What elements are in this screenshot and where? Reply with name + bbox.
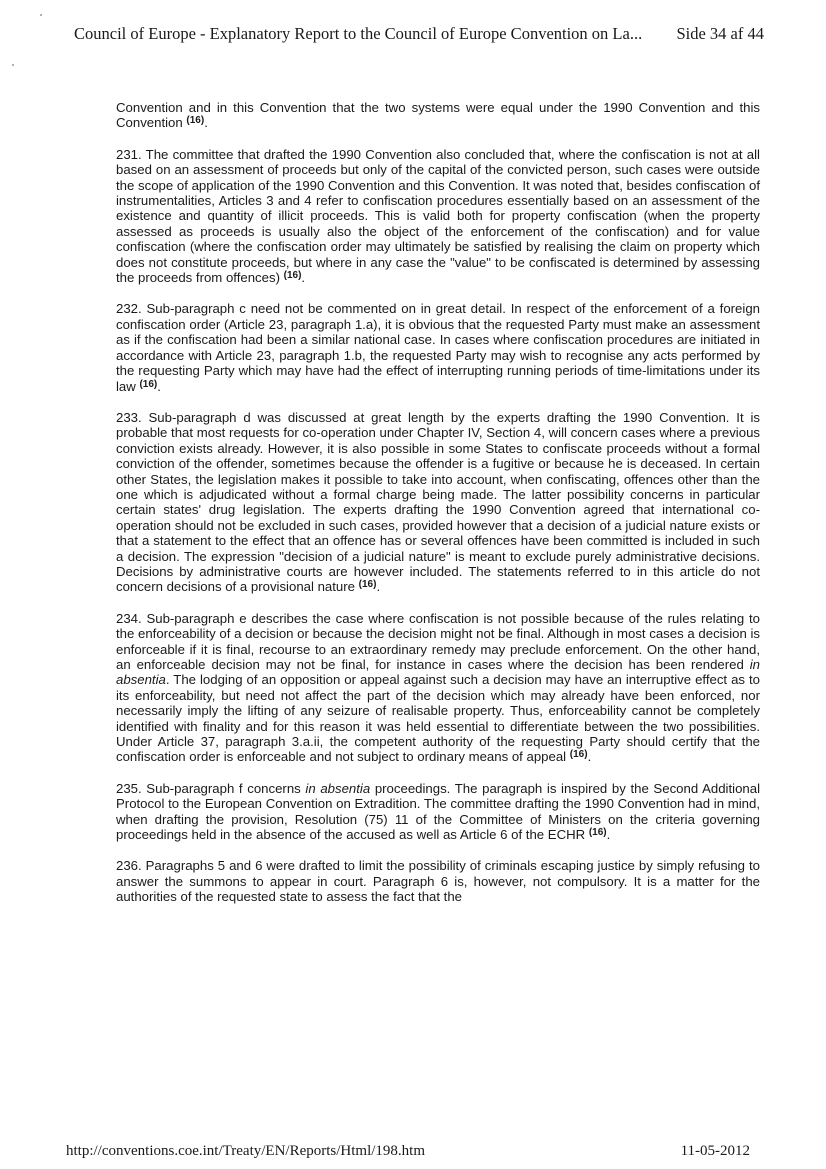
text-run: 233. Sub-paragraph d was discussed at great length by the experts drafting the 1990 Convention. It is probable that most requests for co-operation under Chapter IV, Section 4, will concern cases where a previous conviction exists already. However, it is also possible in some States to confiscate proceeds without a formal conviction of the offender, sometimes because the offender is a fugitive or because he is deceased. In certain other States, the legislation makes it possible to take into account, when confiscating, offences other than the one which is adjudicated without a formal charge being made. The latter possibility concerns in particular certain states' drug legislation. The experts drafting the 1990 Convention agreed that international co-operation should not be excluded in such cases, provided however that a decision of a judicial nature exists or that a statement to the effect that an offence has or several offences have been committed is included in such a decision. The expression "decision of a judicial nature" is meant to exclude purely administrative decisions. Decisions by administrative courts are however included. The statements referred to in this article do not concern decisions of a provisional nature bbox=[116, 409, 760, 595]
paragraph bbox=[116, 781, 760, 843]
text-run: . bbox=[376, 579, 381, 595]
text-run: . bbox=[587, 749, 592, 765]
source-url: http://conventions.coe.int/Treaty/EN/Reports/Html/198.htm bbox=[66, 1143, 426, 1159]
paragraph bbox=[116, 147, 760, 286]
report-body bbox=[116, 100, 760, 905]
footnote-ref: (16) bbox=[186, 115, 205, 127]
italic-text: in absentia bbox=[116, 657, 760, 688]
paragraph bbox=[116, 611, 760, 765]
italic-text: in absentia bbox=[305, 780, 371, 796]
text-run: 236. Paragraphs 5 and 6 were drafted to limit the possibility of criminals escaping justice by simply refusing to answer the summons to appear in court. Paragraph 6 is, however, not compulsory. It is a matter for the authorities of the requested state to assess the fact that the bbox=[116, 858, 760, 905]
text-run: 234. Sub-paragraph e describes the case where confiscation is not possible because of the rules relating to the enforceability of a decision or because the decision might not be final. Although in most cases a decision is enforceable if it is final, recourse to an extraordinary remedy may preclude enforcement. On the other hand, an enforceable decision may not be final, for instance in cases where the decision has been rendered bbox=[116, 610, 760, 672]
page-number: Side 34 af 44 bbox=[676, 24, 764, 43]
footnote-ref: (16) bbox=[569, 749, 588, 761]
footnote-ref: (16) bbox=[283, 270, 302, 282]
page-header bbox=[74, 22, 764, 46]
text-run: . bbox=[157, 378, 161, 394]
scan-speck bbox=[12, 64, 14, 66]
paragraph bbox=[116, 301, 760, 393]
text-run: 235. Sub-paragraph f concerns bbox=[116, 780, 306, 796]
paragraph bbox=[116, 858, 760, 904]
text-run: Convention and in this Convention that the two systems were equal under the 1990 Convention and this Convention bbox=[116, 100, 760, 131]
text-run: . The lodging of an opposition or appeal against such a decision may have an interruptive effect as to its enforceability, but need not affect the part of the decision which may already have been enforced, nor necessarily imply the lifting of any seizure of realisable property. Thus, enforceability cannot be completely identified with finality and for this reason it was held essential to differentiate between the two possibilities. Under Article 37, paragraph 3.a.ii, the competent authority of the requesting Party should certify that the confiscation order is enforceable and not subject to ordinary means of appeal bbox=[116, 672, 760, 765]
text-run: . bbox=[606, 827, 611, 843]
paragraph bbox=[116, 100, 760, 131]
text-run: . bbox=[301, 270, 306, 286]
text-run: proceedings. The paragraph is inspired by the Second Additional Protocol to the European Convention on Extradition. The committee drafting the 1990 Convention had in mind, when drafting the provision, Resolution (75) 11 of the Committee of Ministers on the criteria governing proceedings held in the absence of the accused as well as Article 6 of the ECHR bbox=[116, 780, 760, 843]
text-run: 232. Sub-paragraph c need not be commented on in great detail. In respect of the enforcement of a foreign confiscation order (Article 23, paragraph 1.a), it is obvious that the requested Party must make an assessment as if the confiscation had been a similar national case. In cases where confiscation procedures are initiated in accordance with Article 23, paragraph 1.b, the requested Party may wish to recognise any acts performed by the requesting Party which may have had the effect of interrupting running periods of time-limitations under its law bbox=[116, 301, 760, 394]
paragraph bbox=[116, 410, 760, 595]
page-footer bbox=[66, 1141, 750, 1161]
document-title: Council of Europe - Explanatory Report to the Council of Europe Convention on La... bbox=[74, 24, 643, 43]
footnote-ref: (16) bbox=[588, 827, 607, 839]
footnote-ref: (16) bbox=[358, 579, 377, 591]
print-date: 11-05-2012 bbox=[680, 1143, 750, 1159]
footnote-ref: (16) bbox=[139, 378, 158, 390]
text-run: 231. The committee that drafted the 1990 Convention also concluded that, where the confiscation is not at all based on an assessment of proceeds but only of the capital of the convicted person, such cases were outside the scope of application of the 1990 Convention and this Convention. It was noted that, besides confiscation of instrumentalities, Articles 3 and 4 refer to confiscation procedures essentially based on an assessment of the existence and quantity of illicit proceeds. This is valid both for property confiscation (when the property assessed as proceeds is usually also the object of the enforcement of the confiscation) and for value confiscation (where the confiscation order may ultimately be satisfied by realising the claim on property which does not constitute proceeds, but where in any case the "value" to be confiscated is determined by assessing the proceeds from offences) bbox=[116, 146, 760, 286]
text-run: . bbox=[204, 115, 208, 131]
scan-speck bbox=[40, 14, 42, 16]
